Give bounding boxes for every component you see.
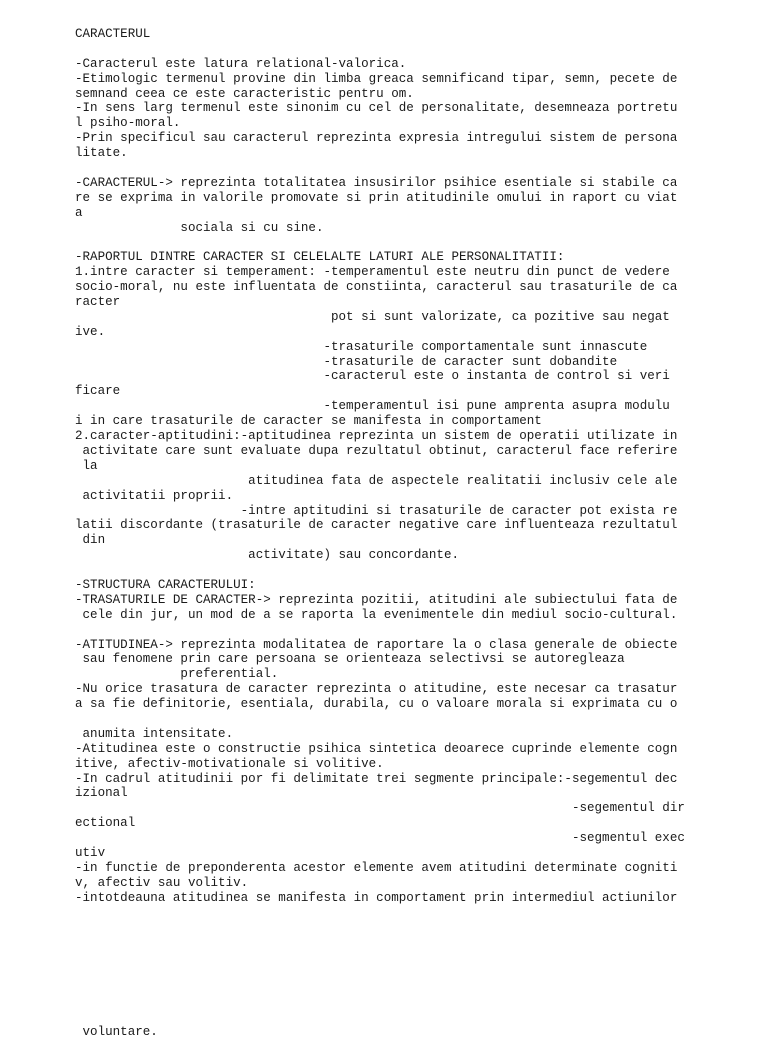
text-line: cele din jur, un mod de a se raporta la evenimentele din mediul socio-cultural. [75,607,678,622]
blank-line [75,906,765,921]
text-line: a [75,205,83,220]
text-line: socio-moral, nu este influentata de constiinta, caracterul sau trasaturile de ca [75,280,678,295]
text-line: sau fenomene prin care persoana se orienteaza selectivsi se autoregleaza [75,652,625,667]
text-line: -Caracterul este latura relational-valorica. [75,56,407,71]
text-line: l psiho-moral. [75,116,181,131]
text-line: v, afectiv sau volitiv. [75,875,249,890]
text-line: -caracterul este o instanta de control si veri [75,369,670,384]
blank-line [75,935,765,950]
blank-line [75,1010,765,1025]
blank-line [75,950,765,965]
blank-line [75,623,765,638]
text-line: ficare [75,384,121,399]
text-line: litate. [75,146,128,161]
text-line: ectional [75,816,136,831]
blank-line [75,161,765,176]
text-line: -Etimologic termenul provine din limba greaca semnificand tipar, semn, pecete de [75,71,678,86]
text-line: latii discordante (trasaturile de caracter negative care influenteaza rezultatul [75,518,678,533]
blank-line [75,563,765,578]
text-line: -segementul dir [75,801,685,816]
text-line: -CARACTERUL-> reprezinta totalitatea insusirilor psihice esentiale si stabile ca [75,175,678,190]
text-line: -In sens larg termenul este sinonim cu cel de personalitate, desemneaza portretu [75,101,678,116]
blank-line [75,42,765,57]
text-line: -TRASATURILE DE CARACTER-> reprezinta pozitii, atitudini ale subiectului fata de [75,592,678,607]
text-line: anumita intensitate. [75,726,234,741]
blank-line [75,712,765,727]
text-line: activitate) sau concordante. [75,548,459,563]
text-line: -Atitudinea este o constructie psihica sintetica deoarece cuprinde elemente cogn [75,741,678,756]
text-line: -In cadrul atitudinii por fi delimitate trei segmente principale:-segementul dec [75,771,678,786]
text-line: -intre aptitudini si trasaturile de caracter pot exista re [75,503,678,518]
blank-line [75,235,765,250]
text-line: utiv [75,845,106,860]
text-line: -STRUCTURA CARACTERULUI: [75,577,256,592]
text-line: la [75,458,98,473]
text-line: activitate care sunt evaluate dupa rezultatul obtinut, caracterul face referire [75,443,678,458]
text-line: 1.intre caracter si temperament: -temperamentul este neutru din punct de vedere [75,265,670,280]
text-line: izional [75,786,128,801]
blank-line [75,995,765,1010]
text-line: semnand ceea ce este caracteristic pentru om. [75,86,414,101]
text-line: -segmentul exec [75,831,685,846]
text-line: ive. [75,324,106,339]
text-line: 2.caracter-aptitudini:-aptitudinea reprezinta un sistem de operatii utilizate in [75,429,678,444]
text-line: -trasaturile de caracter sunt dobandite [75,354,618,369]
text-line: sociala si cu sine. [75,220,324,235]
blank-line [75,980,765,995]
text-line: -intotdeauna atitudinea se manifesta in comportament prin intermediul actiunilor [75,890,678,905]
text-line: a sa fie definitorie, esentiala, durabila, cu o valoare morala si exprimata cu o [75,697,678,712]
text-line: activitatii proprii. [75,488,234,503]
text-line: -temperamentul isi pune amprenta asupra modulu [75,399,670,414]
text-line: racter [75,295,121,310]
blank-line [75,965,765,980]
text-line: i in care trasaturile de caracter se manifesta in comportament [75,414,542,429]
text-line: -ATITUDINEA-> reprezinta modalitatea de raportare la o clasa generale de obiecte [75,637,678,652]
text-line: re se exprima in valorile promovate si prin atitudinile omului in raport cu viat [75,190,678,205]
text-line: -Prin specificul sau caracterul reprezinta expresia intregului sistem de persona [75,131,678,146]
text-line: preferential. [75,667,279,682]
text-line: -Nu orice trasatura de caracter reprezinta o atitudine, este necesar ca trasatur [75,682,678,697]
text-line: atitudinea fata de aspectele realitatii inclusiv cele ale [75,473,678,488]
text-line: din [75,533,106,548]
document-body [75,27,765,1040]
text-line: -RAPORTUL DINTRE CARACTER SI CELELALTE LATURI ALE PERSONALITATII: [75,250,565,265]
text-line: itive, afectiv-motivationale si volitive. [75,756,384,771]
text-line: voluntare. [75,1024,158,1039]
blank-line [75,920,765,935]
text-line: CARACTERUL [75,27,151,41]
text-line: -in functie de preponderenta acestor elemente avem atitudini determinate cogniti [75,860,678,875]
text-line: -trasaturile comportamentale sunt innascute [75,339,648,354]
text-line: pot si sunt valorizate, ca pozitive sau negat [75,309,670,324]
